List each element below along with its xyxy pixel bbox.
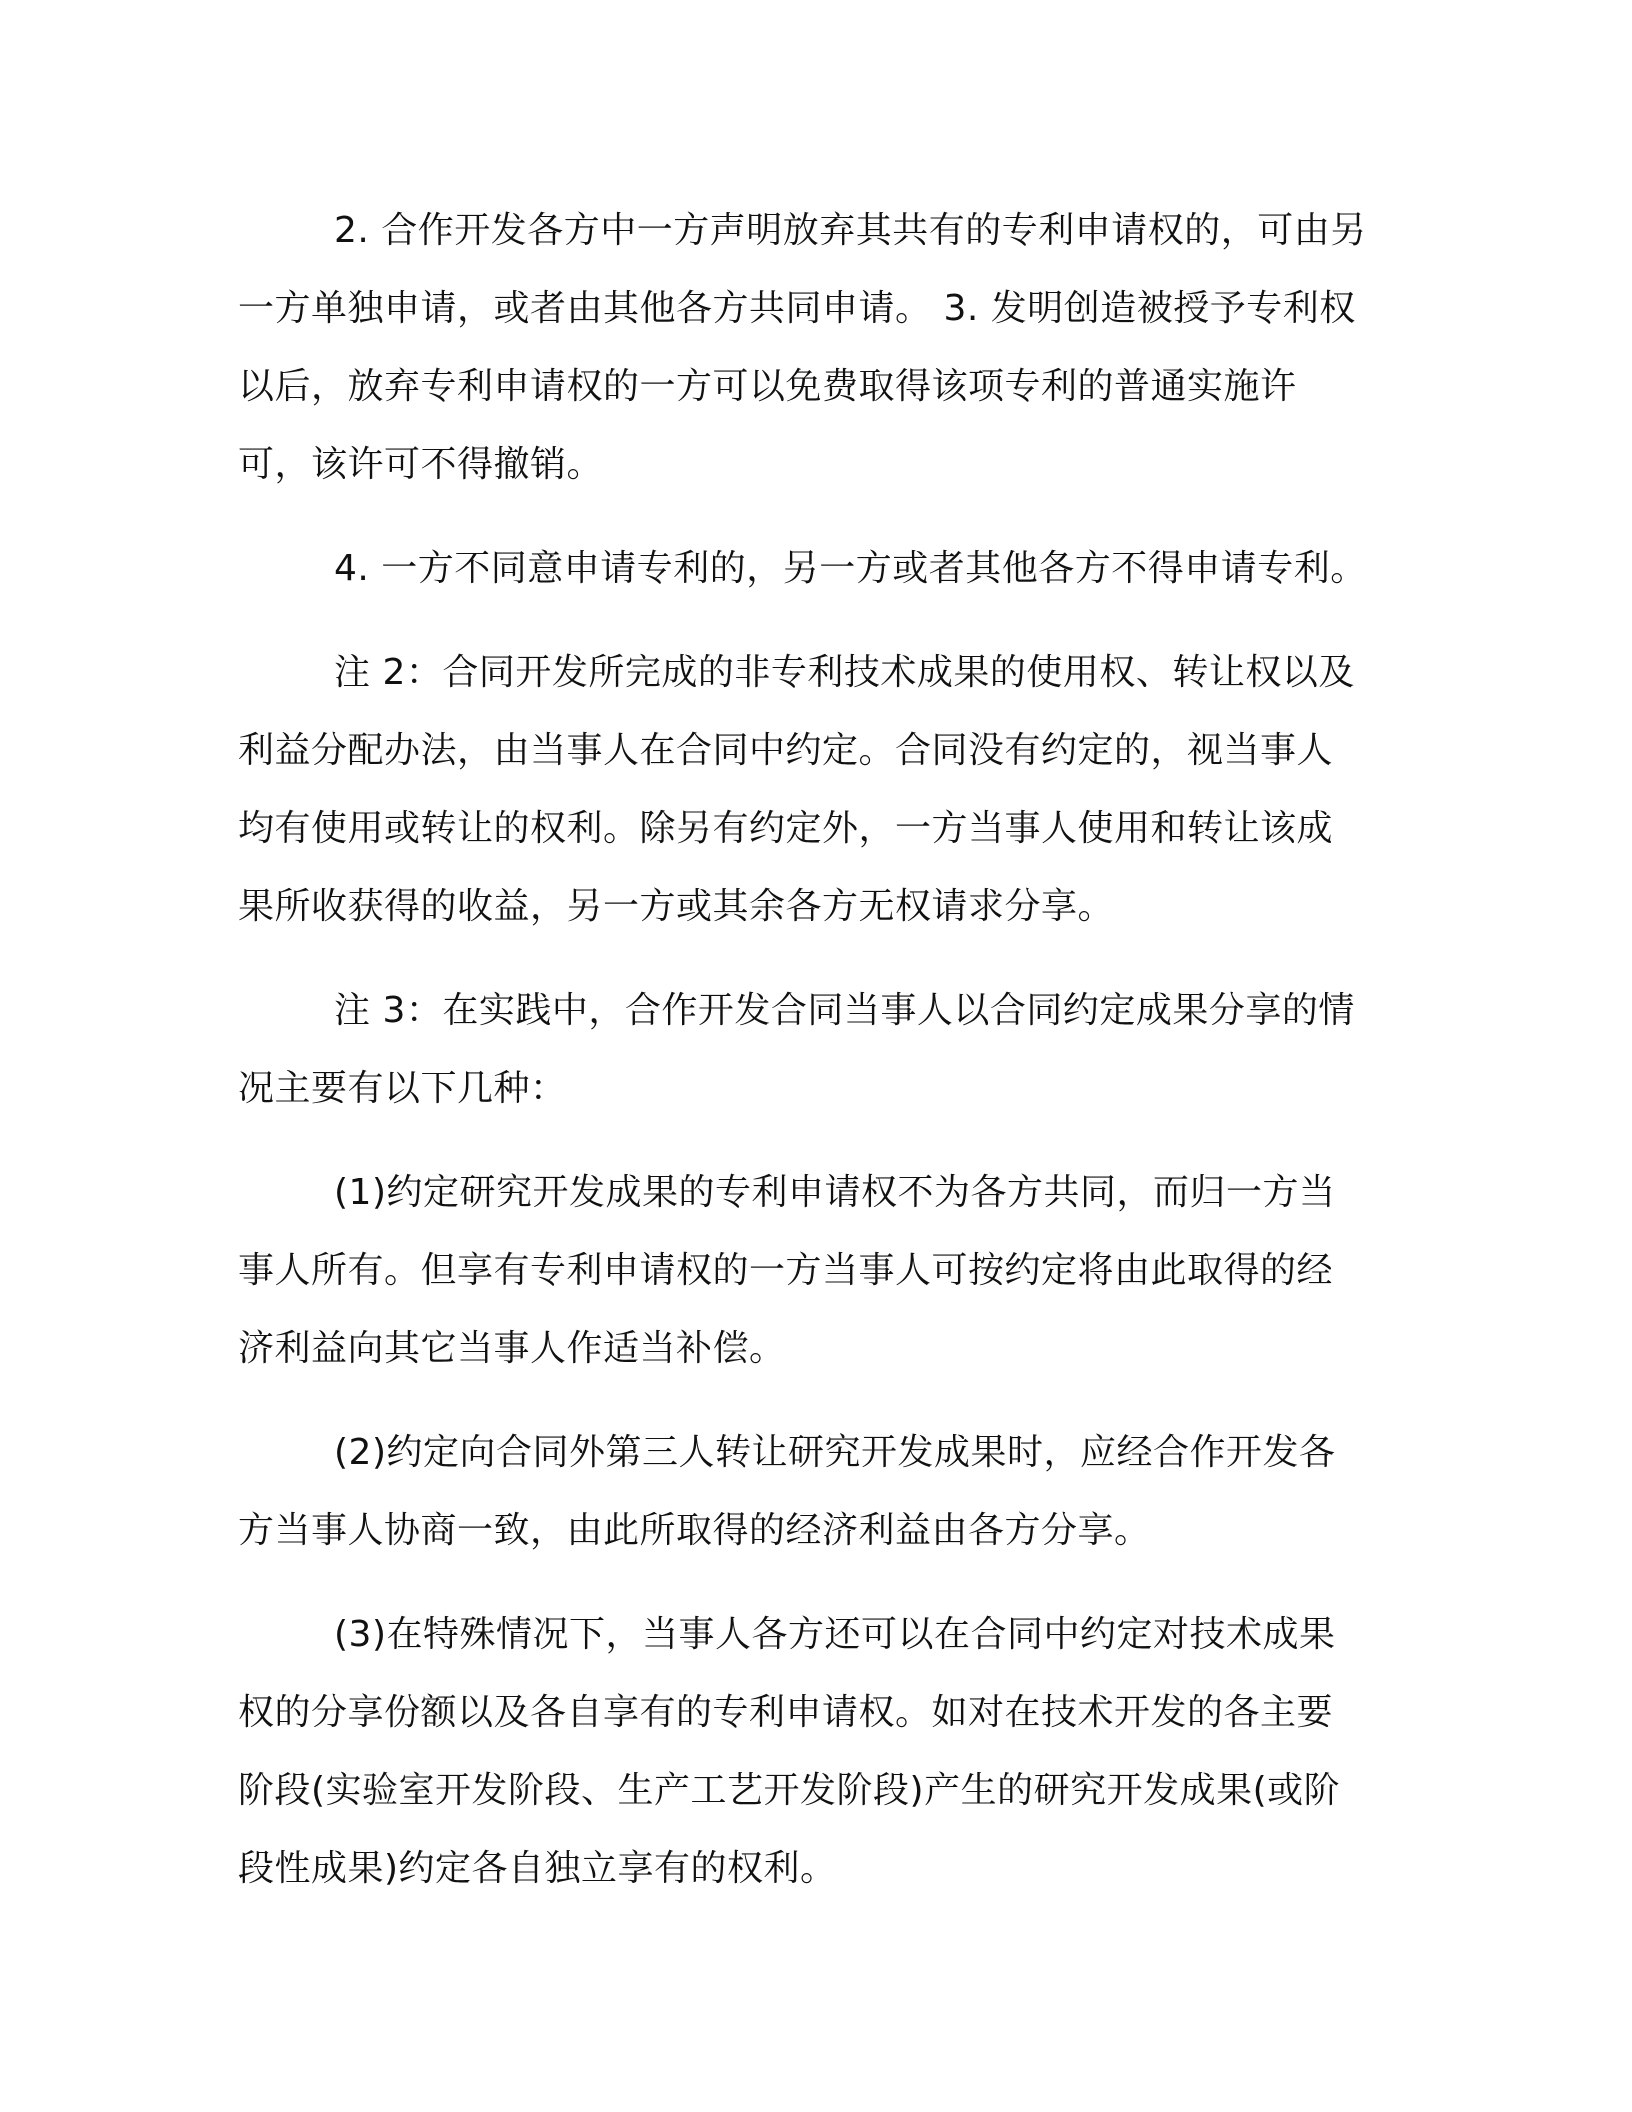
item-2-paragraph bbox=[238, 1414, 1378, 1570]
text-line: 4. 一方不同意申请专利的，另一方或者其他各方不得申请专利。 bbox=[334, 548, 1367, 589]
note-2-paragraph bbox=[238, 634, 1378, 946]
text-line: 况主要有以下几种： bbox=[238, 1068, 567, 1109]
text-line: 方当事人协商一致，由此所取得的经济利益由各方分享。 bbox=[238, 1510, 1151, 1551]
paragraph-2 bbox=[238, 192, 1378, 504]
text-line: 以后，放弃专利申请权的一方可以免费取得该项专利的普通实施许 bbox=[238, 366, 1297, 407]
text-line: 一方单独申请，或者由其他各方共同申请。 3. 发明创造被授予专利权 bbox=[238, 288, 1356, 329]
note-3-paragraph bbox=[238, 972, 1378, 1128]
text-line: 济利益向其它当事人作适当补偿。 bbox=[238, 1328, 786, 1369]
text-line: (3)在特殊情况下，当事人各方还可以在合同中约定对技术成果 bbox=[334, 1614, 1336, 1655]
text-line: 注 2：合同开发所完成的非专利技术成果的使用权、转让权以及 bbox=[334, 652, 1355, 693]
item-3-paragraph bbox=[238, 1596, 1378, 1908]
text-line: 果所收获得的收益，另一方或其余各方无权请求分享。 bbox=[238, 886, 1115, 927]
text-line: 均有使用或转让的权利。除另有约定外，一方当事人使用和转让该成 bbox=[238, 808, 1334, 849]
item-1-paragraph bbox=[238, 1154, 1378, 1388]
document-body bbox=[238, 192, 1378, 1934]
text-line: 注 3：在实践中，合作开发合同当事人以合同约定成果分享的情 bbox=[334, 990, 1355, 1031]
text-line: 2. 合作开发各方中一方声明放弃其共有的专利申请权的，可由另 bbox=[334, 210, 1367, 251]
text-line: 权的分享份额以及各自享有的专利申请权。如对在技术开发的各主要 bbox=[238, 1692, 1334, 1733]
text-line: 段性成果)约定各自独立享有的权利。 bbox=[238, 1848, 837, 1889]
text-line: (1)约定研究开发成果的专利申请权不为各方共同，而归一方当 bbox=[334, 1172, 1336, 1213]
paragraph-4 bbox=[238, 530, 1378, 608]
text-line: (2)约定向合同外第三人转让研究开发成果时，应经合作开发各 bbox=[334, 1432, 1336, 1473]
text-line: 事人所有。但享有专利申请权的一方当事人可按约定将由此取得的经 bbox=[238, 1250, 1334, 1291]
text-line: 阶段(实验室开发阶段、生产工艺开发阶段)产生的研究开发成果(或阶 bbox=[238, 1770, 1341, 1811]
text-line: 可，该许可不得撤销。 bbox=[238, 444, 604, 485]
text-line: 利益分配办法，由当事人在合同中约定。合同没有约定的，视当事人 bbox=[238, 730, 1334, 771]
